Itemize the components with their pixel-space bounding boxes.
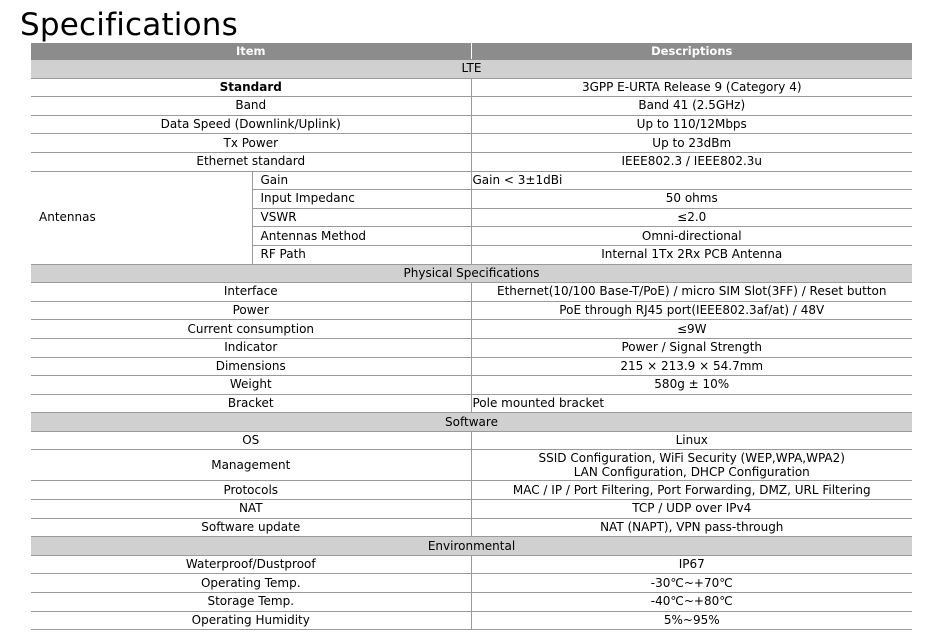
row-label-ethernet: Ethernet standard	[31, 152, 471, 171]
row-label-data-speed: Data Speed (Downlink/Uplink)	[31, 115, 471, 134]
row-label-humidity: Operating Humidity	[31, 611, 471, 630]
row-value-indicator: Power / Signal Strength	[471, 338, 912, 357]
row-label-tx-power: Tx Power	[31, 134, 471, 153]
row-label-nat: NAT	[31, 500, 471, 519]
row-value-dimensions: 215 × 213.9 × 54.7mm	[471, 357, 912, 376]
row-label-band: Band	[31, 97, 471, 116]
row-value-bracket: Pole mounted bracket	[471, 394, 912, 413]
row-value-storage-temp: -40℃~+80℃	[471, 593, 912, 612]
management-line-1: SSID Configuration, WiFi Security (WEP,WPA,WPA2)	[538, 451, 845, 466]
item-column-header: Item	[31, 43, 471, 60]
row-value-software-update: NAT (NAPT), VPN pass-through	[471, 518, 912, 537]
specifications-table	[31, 43, 912, 630]
table-row	[31, 152, 912, 171]
table-row	[31, 500, 912, 519]
table-row	[31, 97, 912, 116]
row-label-current: Current consumption	[31, 320, 471, 339]
row-label-waterproof: Waterproof/Dustproof	[31, 555, 471, 574]
table-row	[31, 115, 912, 134]
row-label-indicator: Indicator	[31, 338, 471, 357]
row-label-operating-temp: Operating Temp.	[31, 574, 471, 593]
table-row	[31, 611, 912, 630]
row-label-os: OS	[31, 431, 471, 450]
table-row	[31, 171, 912, 190]
row-label-power: Power	[31, 301, 471, 320]
descriptions-column-header: Descriptions	[471, 43, 912, 60]
row-value-nat: TCP / UDP over IPv4	[471, 500, 912, 519]
table-row	[31, 450, 912, 481]
row-value-gain: Gain < 3±1dBi	[471, 171, 912, 190]
sub-label-rf-path: RF Path	[252, 245, 471, 264]
section-row-software	[31, 413, 912, 432]
table-row	[31, 593, 912, 612]
row-value-current: ≤9W	[471, 320, 912, 339]
sub-label-vswr: VSWR	[252, 208, 471, 227]
table-row	[31, 431, 912, 450]
section-title-lte: LTE	[31, 60, 912, 79]
row-label-weight: Weight	[31, 376, 471, 395]
table-row	[31, 394, 912, 413]
table-row	[31, 357, 912, 376]
row-value-weight: 580g ± 10%	[471, 376, 912, 395]
section-title-physical: Physical Specifications	[31, 264, 912, 283]
row-label-standard: Standard	[31, 78, 471, 97]
row-label-management: Management	[31, 450, 471, 481]
section-row-lte	[31, 60, 912, 79]
row-value-waterproof: IP67	[471, 555, 912, 574]
table-row	[31, 481, 912, 500]
row-value-data-speed: Up to 110/12Mbps	[471, 115, 912, 134]
sub-label-impedance: Input Impedanc	[252, 190, 471, 209]
table-row	[31, 301, 912, 320]
table-row	[31, 78, 912, 97]
sub-label-gain: Gain	[252, 171, 471, 190]
table-row	[31, 518, 912, 537]
table-row	[31, 376, 912, 395]
section-title-environmental: Environmental	[31, 537, 912, 556]
table-row	[31, 283, 912, 302]
row-label-storage-temp: Storage Temp.	[31, 593, 471, 612]
row-label-dimensions: Dimensions	[31, 357, 471, 376]
row-label-antennas: Antennas	[31, 171, 252, 264]
row-value-rf-path: Internal 1Tx 2Rx PCB Antenna	[471, 245, 912, 264]
table-header-row	[31, 43, 912, 60]
row-value-power: PoE through RJ45 port(IEEE802.3af/at) / 48V	[471, 301, 912, 320]
management-line-2: LAN Configuration, DHCP Configuration	[573, 465, 810, 480]
table-row	[31, 574, 912, 593]
row-value-impedance: 50 ohms	[471, 190, 912, 209]
row-value-vswr: ≤2.0	[471, 208, 912, 227]
section-row-physical	[31, 264, 912, 283]
row-value-method: Omni-directional	[471, 227, 912, 246]
row-value-band: Band 41 (2.5GHz)	[471, 97, 912, 116]
page-title: Specifications	[20, 7, 238, 43]
row-value-management	[471, 450, 912, 481]
row-label-bracket: Bracket	[31, 394, 471, 413]
table-row	[31, 134, 912, 153]
row-value-humidity: 5%~95%	[471, 611, 912, 630]
table-row	[31, 338, 912, 357]
row-value-tx-power: Up to 23dBm	[471, 134, 912, 153]
row-label-protocols: Protocols	[31, 481, 471, 500]
row-value-protocols: MAC / IP / Port Filtering, Port Forwarding, DMZ, URL Filtering	[471, 481, 912, 500]
row-label-interface: Interface	[31, 283, 471, 302]
row-value-os: Linux	[471, 431, 912, 450]
row-label-software-update: Software update	[31, 518, 471, 537]
row-value-interface: Ethernet(10/100 Base-T/PoE) / micro SIM Slot(3FF) / Reset button	[471, 283, 912, 302]
section-title-software: Software	[31, 413, 912, 432]
row-value-ethernet: IEEE802.3 / IEEE802.3u	[471, 152, 912, 171]
section-row-environmental	[31, 537, 912, 556]
sub-label-method: Antennas Method	[252, 227, 471, 246]
table-row	[31, 555, 912, 574]
row-value-operating-temp: -30℃~+70℃	[471, 574, 912, 593]
table-row	[31, 320, 912, 339]
row-value-standard: 3GPP E-URTA Release 9 (Category 4)	[471, 78, 912, 97]
